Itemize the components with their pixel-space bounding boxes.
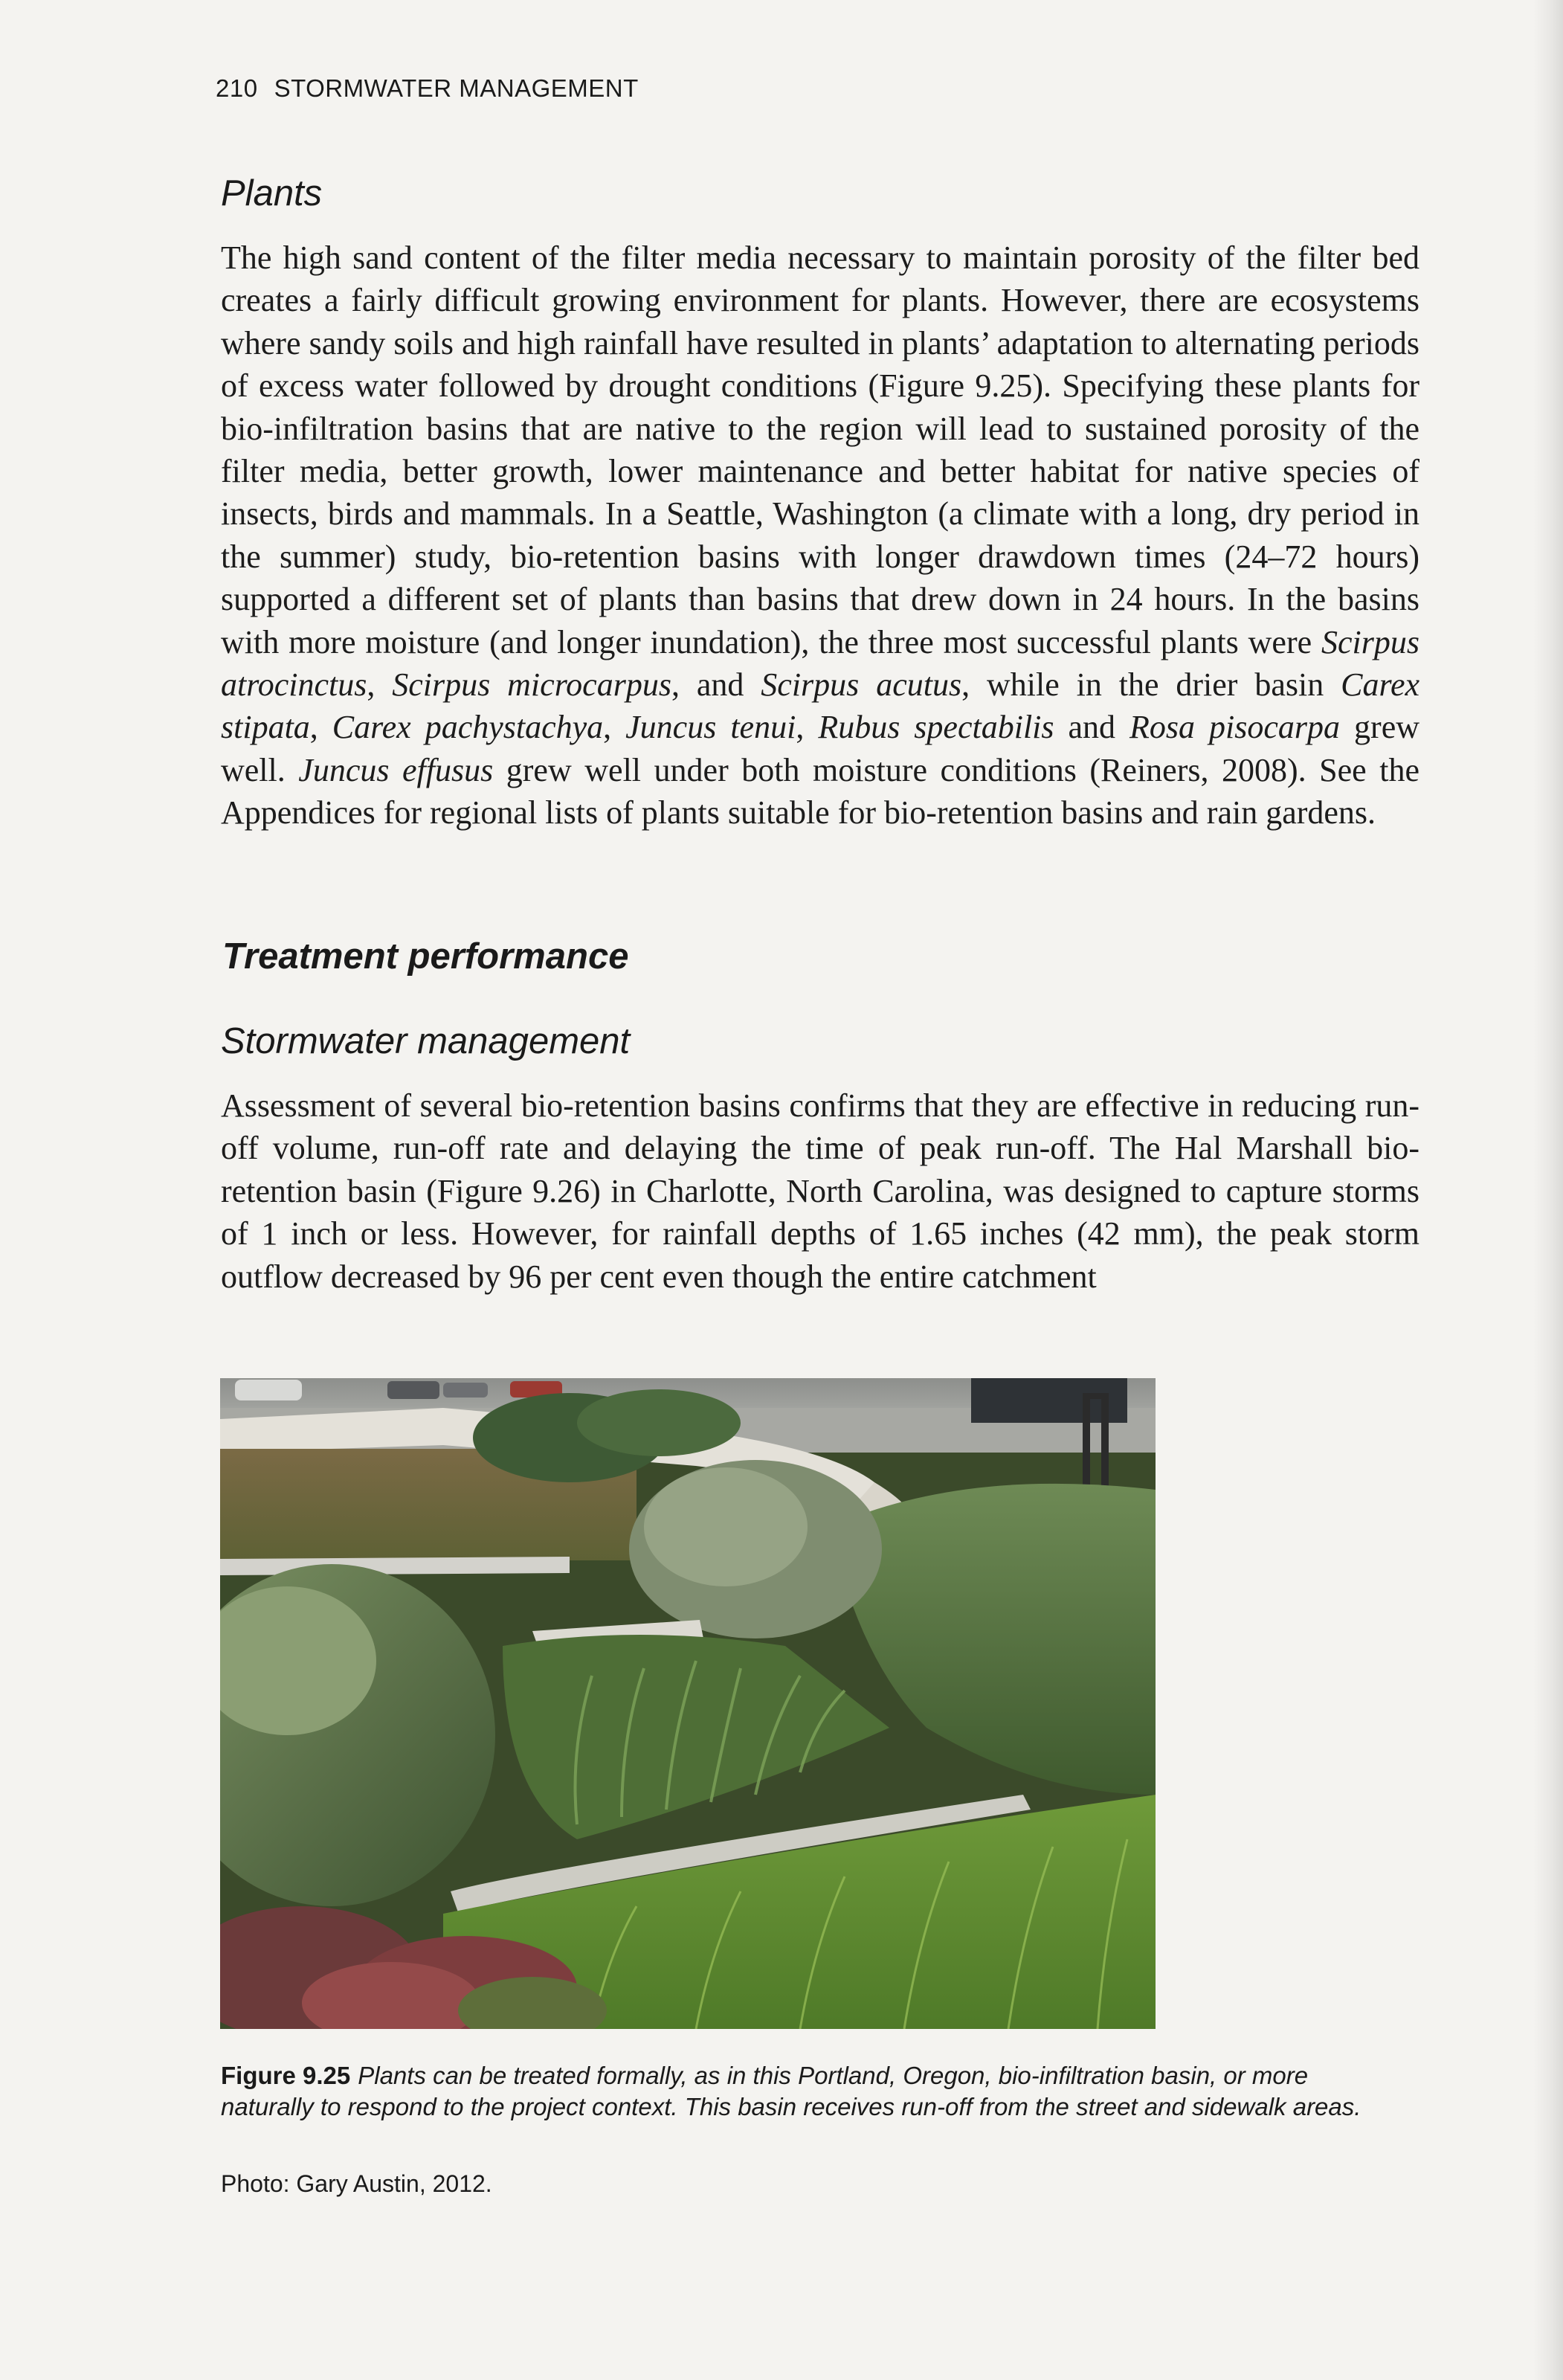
section-heading-treatment-performance: Treatment performance [222, 936, 629, 977]
species-name: Carex stipata [221, 666, 1420, 746]
species-name: Scirpus atrocinctus [221, 623, 1419, 704]
paragraph-text: , and [671, 666, 761, 704]
figure-caption [221, 2060, 1366, 2123]
species-name: Carex pachystachya [332, 709, 604, 746]
species-name: Scirpus microcarpus [392, 666, 671, 704]
species-name: Rubus spectabilis [818, 709, 1054, 746]
running-head [216, 74, 639, 103]
paragraph-text: , [367, 666, 393, 704]
species-name: Scirpus acutus [761, 666, 962, 704]
plants-paragraph [221, 237, 1419, 834]
section-heading-plants: Plants [221, 173, 323, 213]
paragraph-text: , while in the drier basin [961, 666, 1341, 704]
paragraph-text: , [309, 709, 332, 746]
paragraph-text: , [603, 709, 626, 746]
subsection-heading-stormwater-management: Stormwater management [221, 1021, 631, 1061]
stormwater-paragraph: Assessment of several bio-retention basins confirms that they are effective in reducing run-off volume, run-off rate and delaying the time of peak run-off. The Hal Marshall bio-retention basin (Figure 9.26) in Charlotte, North Carolina, was designed to capture storms of 1 inch or less. However, for rainfall depths of 1.65 inches (42 mm), the peak storm outflow decreased by 96 per cent even though the entire catchment [221, 1087, 1419, 1295]
page-edge-shadow [1533, 0, 1563, 2380]
running-title: STORMWATER MANAGEMENT [274, 74, 639, 102]
paragraph-text: grew well under both moisture conditions (Reiners, 2008). See the Appendices for regional lists of plants suitable for bio-retention basins and rain gardens. [221, 751, 1420, 832]
photo-credit: Photo: Gary Austin, 2012. [221, 2170, 492, 2197]
species-name: Juncus tenui [625, 709, 796, 746]
paragraph-text: and [1054, 709, 1130, 746]
page-number: 210 [216, 74, 258, 102]
species-name: Rosa pisocarpa [1129, 709, 1341, 746]
species-name: Juncus effusus [298, 751, 494, 788]
paragraph-text: The high sand content of the filter media necessary to maintain porosity of the filter bed creates a fairly difficult growing environment for plants. However, there are ecosystems where sandy soils and high rainfall have resulted in plants’ adaptation to alternating periods of excess water followed by drought conditions (Figure 9.25). Specifying these plants for bio-infiltration basins that are native to the region will lead to sustained porosity of the filter media, better growth, lower maintenance and better habitat for native species of insects, birds and mammals. In a Seattle, Washington (a climate with a long, dry period in the summer) study, bio-retention basins with longer drawdown times (24–72 hours) supported a different set of plants than basins that drew down in 24 hours. In the basins with more moisture (and longer inundation), the three most successful plants were [221, 239, 1419, 660]
figure-caption-text: Plants can be treated formally, as in this Portland, Oregon, bio-infiltration basin, or more naturally to respond to the project context. This basin receives run-off from the street and sidewalk areas. [221, 2062, 1361, 2120]
figure-label: Figure 9.25 [221, 2062, 351, 2089]
paragraph-text: grew well. [221, 709, 1419, 788]
figure-photo-bio-infiltration-basin [220, 1378, 1156, 2029]
paragraph-text: , [796, 709, 819, 746]
photo-illustration [220, 1378, 1156, 2029]
